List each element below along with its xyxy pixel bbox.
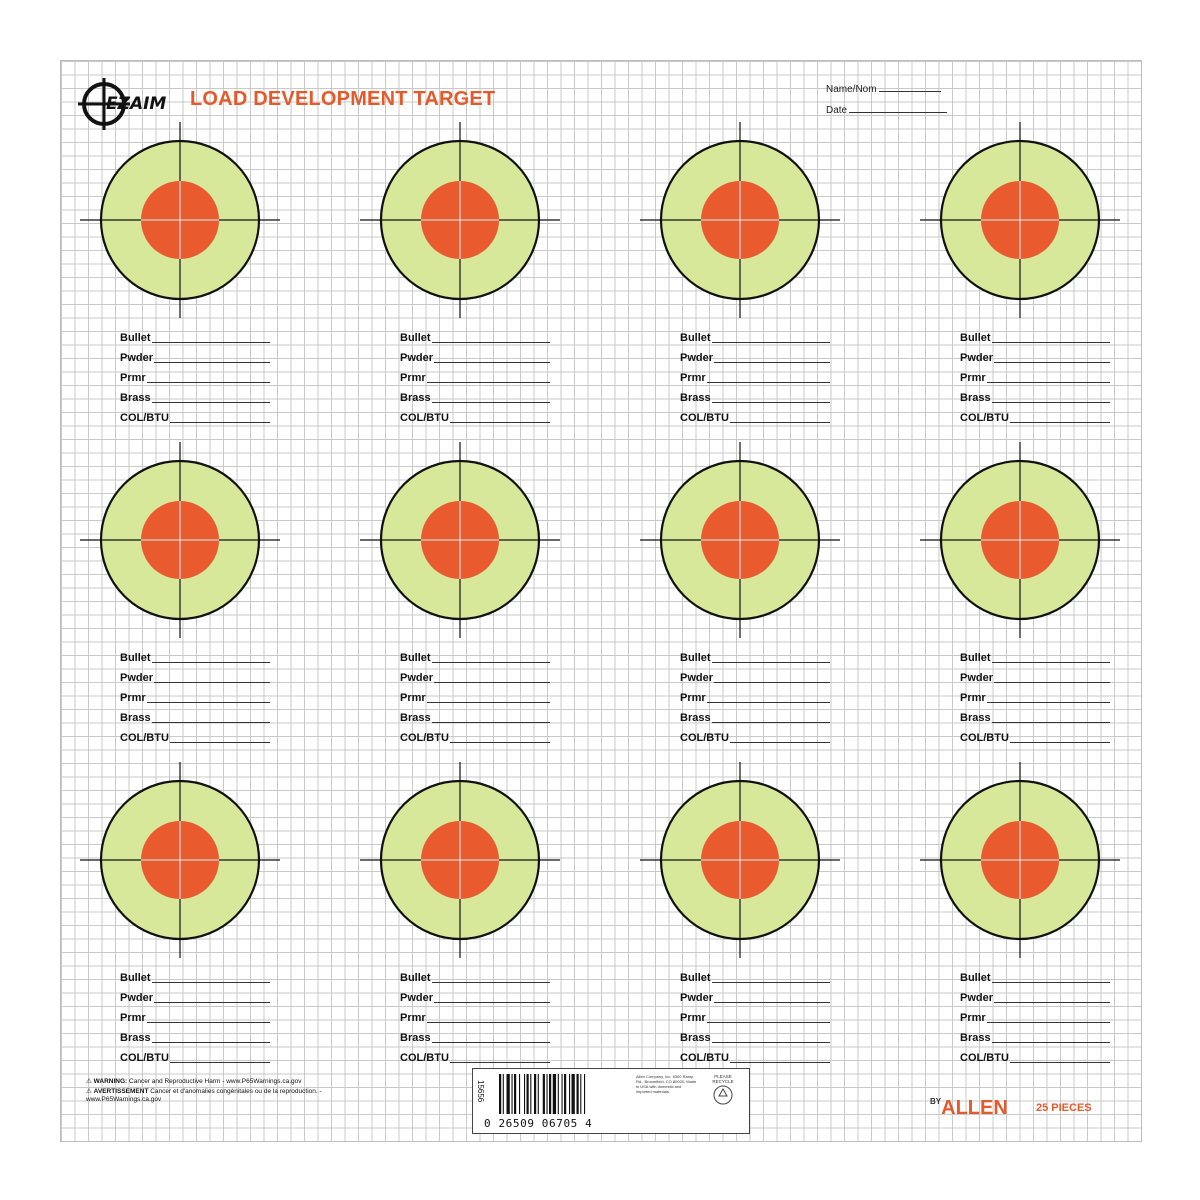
- field-blank-line: [427, 1022, 550, 1023]
- field-row[interactable]: [120, 725, 270, 745]
- field-row[interactable]: [680, 1025, 830, 1045]
- field-label: Prmr: [960, 372, 986, 384]
- field-blank-line: [987, 1022, 1110, 1023]
- field-row[interactable]: [680, 705, 830, 725]
- field-label: Prmr: [400, 372, 426, 384]
- target-6: [360, 440, 560, 640]
- warning-fr: ⚠ AVERTISSEMENT Cancer et d'anomalies congénitales ou de la reproduction. - www.P65Warnings.ca.gov: [86, 1088, 322, 1103]
- field-blank-line: [712, 1042, 830, 1043]
- field-label: Pwder: [680, 992, 714, 1004]
- field-row[interactable]: [120, 705, 270, 725]
- field-row[interactable]: [960, 365, 1110, 385]
- field-row[interactable]: [400, 1005, 550, 1025]
- field-label: Brass: [960, 1032, 991, 1044]
- field-label: Bullet: [960, 972, 991, 984]
- field-label: Brass: [680, 1032, 711, 1044]
- field-blank-line: [427, 382, 550, 383]
- field-row[interactable]: [400, 1025, 550, 1045]
- field-row[interactable]: [680, 965, 830, 985]
- field-label: COL/BTU: [120, 732, 169, 744]
- field-blank-line: [730, 1062, 830, 1063]
- field-row[interactable]: [400, 385, 550, 405]
- target-2: [360, 120, 560, 320]
- field-label: Pwder: [960, 352, 994, 364]
- field-blank-line: [147, 1022, 270, 1023]
- field-blank-line: [432, 982, 550, 983]
- field-label: Prmr: [120, 1012, 146, 1024]
- field-blank-line: [987, 382, 1110, 383]
- barcode-bar: [507, 1074, 510, 1114]
- field-blank-line: [170, 1062, 270, 1063]
- field-blank-line: [450, 422, 550, 423]
- field-blank-line: [992, 1042, 1110, 1043]
- field-row[interactable]: [400, 665, 550, 685]
- field-row[interactable]: [400, 325, 550, 345]
- field-row[interactable]: [960, 1005, 1110, 1025]
- field-label: Pwder: [960, 672, 994, 684]
- field-row[interactable]: [960, 645, 1110, 665]
- target-12: [920, 760, 1120, 960]
- field-label: Brass: [120, 1032, 151, 1044]
- field-row[interactable]: [680, 985, 830, 1005]
- field-label: Prmr: [400, 692, 426, 704]
- load-fields-1: [120, 325, 270, 425]
- field-row[interactable]: [680, 325, 830, 345]
- field-blank-line: [712, 722, 830, 723]
- barcode-bar: [569, 1074, 570, 1114]
- field-label: Prmr: [960, 1012, 986, 1024]
- field-label: COL/BTU: [400, 732, 449, 744]
- field-blank-line: [707, 1022, 830, 1023]
- field-row[interactable]: [680, 345, 830, 365]
- field-row[interactable]: [120, 1025, 270, 1045]
- field-row[interactable]: [960, 1045, 1110, 1065]
- logo-text: EZAIM: [106, 94, 167, 114]
- field-label: Pwder: [960, 992, 994, 1004]
- field-blank-line: [152, 342, 270, 343]
- target-5: [80, 440, 280, 640]
- load-fields-12: [960, 965, 1110, 1065]
- recycle-label: PLEASE RECYCLE: [712, 1074, 734, 1084]
- barcode-bar: [549, 1074, 551, 1114]
- field-row[interactable]: [960, 705, 1110, 725]
- field-row[interactable]: [400, 1045, 550, 1065]
- field-label: Bullet: [960, 332, 991, 344]
- field-label: Prmr: [680, 372, 706, 384]
- date-field[interactable]: [826, 105, 947, 116]
- field-row[interactable]: [400, 405, 550, 425]
- field-blank-line: [432, 1042, 550, 1043]
- field-label: COL/BTU: [400, 1052, 449, 1064]
- field-blank-line: [432, 342, 550, 343]
- field-label: Bullet: [960, 652, 991, 664]
- barcode-bar: [572, 1074, 575, 1114]
- field-row[interactable]: [680, 685, 830, 705]
- field-label: Brass: [960, 712, 991, 724]
- allen-brand: [930, 1097, 1008, 1120]
- barcode-bar: [499, 1074, 501, 1114]
- field-row[interactable]: [680, 365, 830, 385]
- field-blank-line: [154, 1002, 270, 1003]
- field-label: Bullet: [400, 652, 431, 664]
- field-row[interactable]: [680, 725, 830, 745]
- field-row[interactable]: [680, 405, 830, 425]
- field-label: Prmr: [120, 692, 146, 704]
- field-row[interactable]: [120, 645, 270, 665]
- field-row[interactable]: [960, 685, 1110, 705]
- field-blank-line: [434, 682, 550, 683]
- field-label: COL/BTU: [120, 412, 169, 424]
- barcode-bar: [538, 1074, 539, 1114]
- field-label: Pwder: [400, 992, 434, 1004]
- field-row[interactable]: [120, 965, 270, 985]
- load-fields-6: [400, 645, 550, 745]
- field-blank-line: [714, 682, 830, 683]
- barcode-bar: [558, 1074, 559, 1114]
- field-label: COL/BTU: [680, 732, 729, 744]
- field-row[interactable]: [960, 345, 1110, 365]
- field-label: COL/BTU: [400, 412, 449, 424]
- name-rule: [879, 91, 941, 92]
- field-label: Prmr: [120, 372, 146, 384]
- date-label: Date: [826, 105, 848, 116]
- field-label: COL/BTU: [960, 732, 1009, 744]
- name-label: Name/Nom: [826, 84, 877, 95]
- field-label: Prmr: [960, 692, 986, 704]
- upc-number: 0 26509 06705 4: [484, 1117, 593, 1130]
- field-blank-line: [434, 362, 550, 363]
- field-row[interactable]: [120, 665, 270, 685]
- field-blank-line: [994, 1002, 1110, 1003]
- field-row[interactable]: [400, 965, 550, 985]
- warning-text: [86, 1078, 336, 1104]
- field-label: Bullet: [120, 972, 151, 984]
- field-row[interactable]: [120, 985, 270, 1005]
- field-blank-line: [432, 722, 550, 723]
- field-blank-line: [992, 342, 1110, 343]
- field-blank-line: [147, 382, 270, 383]
- field-blank-line: [730, 422, 830, 423]
- field-label: Prmr: [680, 692, 706, 704]
- field-label: Pwder: [120, 992, 154, 1004]
- barcode-bar: [530, 1074, 531, 1114]
- target-8: [920, 440, 1120, 640]
- field-label: Bullet: [680, 972, 711, 984]
- field-row[interactable]: [960, 985, 1110, 1005]
- brand-prefix: BY: [930, 1097, 942, 1106]
- field-row[interactable]: [960, 1025, 1110, 1045]
- field-label: Brass: [960, 392, 991, 404]
- target-9: [80, 760, 280, 960]
- field-blank-line: [1010, 742, 1110, 743]
- load-fields-3: [680, 325, 830, 425]
- load-fields-8: [960, 645, 1110, 745]
- field-row[interactable]: [960, 405, 1110, 425]
- field-label: Bullet: [680, 332, 711, 344]
- field-blank-line: [434, 1002, 550, 1003]
- field-blank-line: [450, 742, 550, 743]
- field-label: Pwder: [400, 352, 434, 364]
- field-blank-line: [712, 402, 830, 403]
- field-label: Brass: [400, 1032, 431, 1044]
- field-row[interactable]: [120, 405, 270, 425]
- barcode-bar: [512, 1074, 513, 1114]
- target-11: [640, 760, 840, 960]
- field-row[interactable]: [120, 325, 270, 345]
- name-field[interactable]: [826, 84, 941, 95]
- recycle-icon: [712, 1084, 734, 1106]
- field-blank-line: [992, 402, 1110, 403]
- field-blank-line: [170, 422, 270, 423]
- field-blank-line: [152, 982, 270, 983]
- field-row[interactable]: [400, 725, 550, 745]
- load-fields-10: [400, 965, 550, 1065]
- load-fields-5: [120, 645, 270, 745]
- field-label: COL/BTU: [120, 1052, 169, 1064]
- field-blank-line: [707, 382, 830, 383]
- field-row[interactable]: [680, 645, 830, 665]
- field-blank-line: [152, 722, 270, 723]
- load-fields-7: [680, 645, 830, 745]
- load-fields-9: [120, 965, 270, 1065]
- target-1: [80, 120, 280, 320]
- barcode-bar: [580, 1074, 581, 1114]
- field-row[interactable]: [400, 705, 550, 725]
- field-blank-line: [992, 662, 1110, 663]
- field-row[interactable]: [960, 725, 1110, 745]
- field-row[interactable]: [120, 1045, 270, 1065]
- field-row[interactable]: [120, 1005, 270, 1025]
- field-blank-line: [1010, 422, 1110, 423]
- field-label: Bullet: [120, 332, 151, 344]
- brand-name: ALLEN: [941, 1097, 1008, 1119]
- field-row[interactable]: [400, 645, 550, 665]
- field-label: Brass: [120, 712, 151, 724]
- field-blank-line: [170, 742, 270, 743]
- field-label: Prmr: [680, 1012, 706, 1024]
- field-label: Bullet: [400, 332, 431, 344]
- field-blank-line: [154, 362, 270, 363]
- field-label: COL/BTU: [680, 412, 729, 424]
- barcode-bar: [534, 1074, 536, 1114]
- recycle-badge: [704, 1074, 742, 1107]
- field-row[interactable]: [680, 1005, 830, 1025]
- target-4: [920, 120, 1120, 320]
- field-blank-line: [992, 722, 1110, 723]
- field-label: COL/BTU: [960, 412, 1009, 424]
- field-label: Brass: [400, 392, 431, 404]
- barcode-bar: [577, 1074, 579, 1114]
- date-rule: [849, 112, 947, 113]
- target-3: [640, 120, 840, 320]
- field-label: Bullet: [400, 972, 431, 984]
- field-row[interactable]: [960, 325, 1110, 345]
- field-row[interactable]: [680, 385, 830, 405]
- field-label: Bullet: [680, 652, 711, 664]
- field-blank-line: [714, 1002, 830, 1003]
- barcode-bar: [547, 1074, 548, 1114]
- load-fields-2: [400, 325, 550, 425]
- field-blank-line: [432, 662, 550, 663]
- load-fields-11: [680, 965, 830, 1065]
- field-blank-line: [154, 682, 270, 683]
- field-label: Brass: [400, 712, 431, 724]
- field-blank-line: [714, 362, 830, 363]
- field-row[interactable]: [960, 385, 1110, 405]
- barcode-bar: [524, 1074, 525, 1114]
- field-row[interactable]: [400, 685, 550, 705]
- field-label: Pwder: [680, 352, 714, 364]
- field-blank-line: [730, 742, 830, 743]
- warning-en: ⚠ WARNING: Cancer and Reproductive Harm - www.P65Warnings.ca.gov: [86, 1078, 302, 1085]
- load-fields-4: [960, 325, 1110, 425]
- field-label: COL/BTU: [680, 1052, 729, 1064]
- field-row[interactable]: [400, 985, 550, 1005]
- barcode-bar: [584, 1074, 585, 1114]
- field-label: Pwder: [120, 672, 154, 684]
- field-blank-line: [712, 982, 830, 983]
- barcode: [498, 1074, 618, 1116]
- barcode-bar: [564, 1074, 566, 1114]
- barcode-bar: [514, 1074, 516, 1114]
- field-row[interactable]: [120, 345, 270, 365]
- field-blank-line: [712, 662, 830, 663]
- field-blank-line: [994, 362, 1110, 363]
- field-row[interactable]: [120, 685, 270, 705]
- field-row[interactable]: [680, 665, 830, 685]
- field-blank-line: [1010, 1062, 1110, 1063]
- field-label: Prmr: [400, 1012, 426, 1024]
- field-blank-line: [427, 702, 550, 703]
- field-label: Bullet: [120, 652, 151, 664]
- field-blank-line: [712, 342, 830, 343]
- field-blank-line: [992, 982, 1110, 983]
- field-label: Brass: [120, 392, 151, 404]
- field-label: Brass: [680, 712, 711, 724]
- product-number: 15656: [476, 1080, 485, 1103]
- field-label: Pwder: [120, 352, 154, 364]
- field-row[interactable]: [960, 665, 1110, 685]
- field-row[interactable]: [680, 1045, 830, 1065]
- field-blank-line: [432, 402, 550, 403]
- barcode-bar: [543, 1074, 545, 1114]
- field-row[interactable]: [960, 965, 1110, 985]
- field-blank-line: [152, 402, 270, 403]
- field-label: COL/BTU: [960, 1052, 1009, 1064]
- field-label: Brass: [680, 392, 711, 404]
- pieces-count: 25 PIECES: [1036, 1102, 1092, 1114]
- field-blank-line: [450, 1062, 550, 1063]
- field-row[interactable]: [120, 385, 270, 405]
- field-blank-line: [147, 702, 270, 703]
- page-title: LOAD DEVELOPMENT TARGET: [190, 88, 496, 110]
- barcode-bar: [527, 1074, 529, 1114]
- field-blank-line: [152, 662, 270, 663]
- field-blank-line: [987, 702, 1110, 703]
- target-7: [640, 440, 840, 640]
- target-10: [360, 760, 560, 960]
- barcode-bar: [519, 1074, 520, 1114]
- field-blank-line: [994, 682, 1110, 683]
- field-row[interactable]: [400, 345, 550, 365]
- field-row[interactable]: [120, 365, 270, 385]
- barcode-bar: [562, 1074, 563, 1114]
- barcode-bar: [503, 1074, 504, 1114]
- field-row[interactable]: [400, 365, 550, 385]
- field-label: Pwder: [680, 672, 714, 684]
- company-info: Allen Company, Inc. 8300 Ramp Rd., Broomfield, CO 80020. Made in USA with domestic and imported materials.: [636, 1074, 697, 1094]
- field-blank-line: [707, 702, 830, 703]
- barcode-bar: [553, 1074, 556, 1114]
- field-blank-line: [152, 1042, 270, 1043]
- field-label: Pwder: [400, 672, 434, 684]
